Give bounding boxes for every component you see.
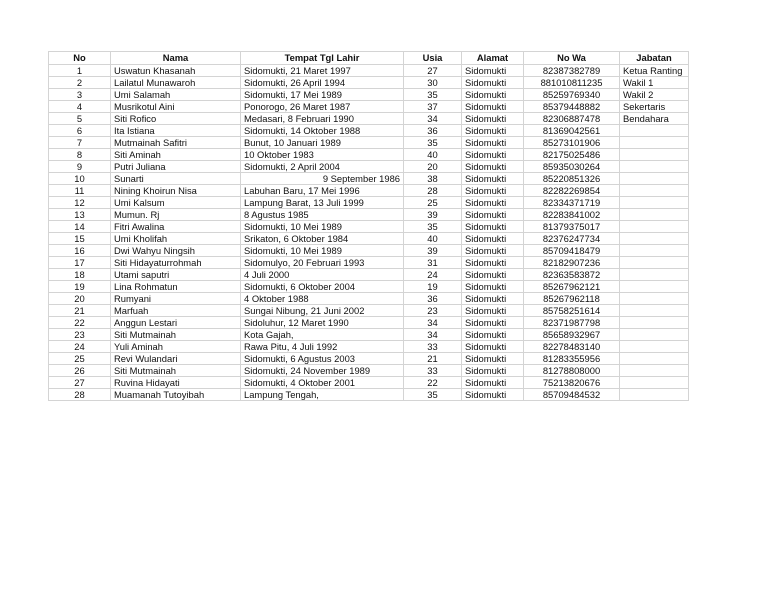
cell-usia: 39 xyxy=(404,209,462,221)
cell-no-wa: 82278483140 xyxy=(524,341,620,353)
cell-no-wa: 85259769340 xyxy=(524,89,620,101)
table-row xyxy=(49,233,689,245)
cell-jabatan xyxy=(620,161,689,173)
cell-jabatan xyxy=(620,377,689,389)
cell-no-wa: 85709484532 xyxy=(524,389,620,401)
member-sheet xyxy=(48,51,689,401)
cell-no-wa: 81379375017 xyxy=(524,221,620,233)
cell-usia: 35 xyxy=(404,221,462,233)
cell-nama: Rumyani xyxy=(111,293,241,305)
header-usia: Usia xyxy=(404,52,462,65)
cell-tempat-tgl-lahir: Medasari, 8 Februari 1990 xyxy=(241,113,404,125)
cell-jabatan xyxy=(620,257,689,269)
cell-no-wa: 85709418479 xyxy=(524,245,620,257)
cell-alamat: Sidomukti xyxy=(462,305,524,317)
cell-nama: Lailatul Munawaroh xyxy=(111,77,241,89)
table-row xyxy=(49,113,689,125)
cell-tempat-tgl-lahir: Sidomulyo, 20 Februari 1993 xyxy=(241,257,404,269)
cell-no-wa: 82283841002 xyxy=(524,209,620,221)
cell-tempat-tgl-lahir: Sidomukti, 6 Oktober 2004 xyxy=(241,281,404,293)
cell-nama: Ruvina Hidayati xyxy=(111,377,241,389)
cell-no: 11 xyxy=(49,185,111,197)
cell-nama: Yuli Aminah xyxy=(111,341,241,353)
cell-usia: 36 xyxy=(404,293,462,305)
cell-no: 14 xyxy=(49,221,111,233)
cell-jabatan xyxy=(620,209,689,221)
cell-nama: Uswatun Khasanah xyxy=(111,65,241,77)
cell-jabatan xyxy=(620,329,689,341)
cell-usia: 34 xyxy=(404,317,462,329)
header-row xyxy=(49,52,689,65)
cell-no: 8 xyxy=(49,149,111,161)
table-row xyxy=(49,185,689,197)
cell-alamat: Sidomukti xyxy=(462,341,524,353)
cell-tempat-tgl-lahir: Lampung Barat, 13 Juli 1999 xyxy=(241,197,404,209)
cell-nama: Lina Rohmatun xyxy=(111,281,241,293)
cell-no-wa: 82371987798 xyxy=(524,317,620,329)
cell-tempat-tgl-lahir: Sidomukti, 10 Mei 1989 xyxy=(241,245,404,257)
cell-nama: Revi Wulandari xyxy=(111,353,241,365)
cell-no: 28 xyxy=(49,389,111,401)
table-row xyxy=(49,173,689,185)
header-alamat: Alamat xyxy=(462,52,524,65)
cell-usia: 34 xyxy=(404,329,462,341)
cell-no: 20 xyxy=(49,293,111,305)
cell-nama: Musrikotul Aini xyxy=(111,101,241,113)
table-row xyxy=(49,317,689,329)
table-row xyxy=(49,65,689,77)
cell-usia: 34 xyxy=(404,113,462,125)
cell-nama: Umi Salamah xyxy=(111,89,241,101)
table-row xyxy=(49,89,689,101)
cell-alamat: Sidomukti xyxy=(462,77,524,89)
cell-alamat: Sidomukti xyxy=(462,197,524,209)
cell-usia: 36 xyxy=(404,125,462,137)
cell-alamat: Sidomukti xyxy=(462,173,524,185)
cell-no-wa: 85758251614 xyxy=(524,305,620,317)
table-row xyxy=(49,281,689,293)
cell-tempat-tgl-lahir: Rawa Pitu, 4 Juli 1992 xyxy=(241,341,404,353)
cell-tempat-tgl-lahir: 9 September 1986 xyxy=(241,173,404,185)
cell-nama: Sunarti xyxy=(111,173,241,185)
table-row xyxy=(49,221,689,233)
cell-nama: Ita Istiana xyxy=(111,125,241,137)
cell-nama: Fitri Awalina xyxy=(111,221,241,233)
cell-no-wa: 82334371719 xyxy=(524,197,620,209)
cell-alamat: Sidomukti xyxy=(462,209,524,221)
cell-jabatan: Sekertaris xyxy=(620,101,689,113)
header-no-wa: No Wa xyxy=(524,52,620,65)
cell-usia: 37 xyxy=(404,101,462,113)
cell-no-wa: 85267962118 xyxy=(524,293,620,305)
cell-tempat-tgl-lahir: Sidomukti, 17 Mei 1989 xyxy=(241,89,404,101)
cell-usia: 30 xyxy=(404,77,462,89)
table-row xyxy=(49,293,689,305)
header-tempat-tgl-lahir: Tempat Tgl Lahir xyxy=(241,52,404,65)
table-row xyxy=(49,257,689,269)
cell-nama: Siti Mutmainah xyxy=(111,365,241,377)
table-row xyxy=(49,161,689,173)
header-no: No xyxy=(49,52,111,65)
cell-no-wa: 82306887478 xyxy=(524,113,620,125)
table-row xyxy=(49,329,689,341)
cell-no-wa: 82376247734 xyxy=(524,233,620,245)
cell-alamat: Sidomukti xyxy=(462,125,524,137)
cell-no-wa: 75213820676 xyxy=(524,377,620,389)
cell-no-wa: 85267962121 xyxy=(524,281,620,293)
cell-usia: 33 xyxy=(404,365,462,377)
cell-jabatan xyxy=(620,269,689,281)
cell-jabatan: Ketua Ranting xyxy=(620,65,689,77)
cell-alamat: Sidomukti xyxy=(462,329,524,341)
cell-nama: Umi Kholifah xyxy=(111,233,241,245)
cell-alamat: Sidomukti xyxy=(462,281,524,293)
cell-jabatan xyxy=(620,149,689,161)
cell-jabatan xyxy=(620,353,689,365)
cell-no: 16 xyxy=(49,245,111,257)
cell-alamat: Sidomukti xyxy=(462,293,524,305)
cell-alamat: Sidomukti xyxy=(462,113,524,125)
cell-tempat-tgl-lahir: Sidomukti, 2 April 2004 xyxy=(241,161,404,173)
cell-nama: Utami saputri xyxy=(111,269,241,281)
cell-no: 7 xyxy=(49,137,111,149)
cell-tempat-tgl-lahir: Bunut, 10 Januari 1989 xyxy=(241,137,404,149)
cell-tempat-tgl-lahir: Sidomukti, 26 April 1994 xyxy=(241,77,404,89)
table-row xyxy=(49,365,689,377)
cell-alamat: Sidomukti xyxy=(462,221,524,233)
cell-alamat: Sidomukti xyxy=(462,353,524,365)
cell-no: 9 xyxy=(49,161,111,173)
cell-jabatan xyxy=(620,281,689,293)
table-row xyxy=(49,389,689,401)
cell-tempat-tgl-lahir: Sidomukti, 10 Mei 1989 xyxy=(241,221,404,233)
cell-alamat: Sidomukti xyxy=(462,365,524,377)
cell-no-wa: 81278808000 xyxy=(524,365,620,377)
cell-usia: 33 xyxy=(404,341,462,353)
cell-tempat-tgl-lahir: Srikaton, 6 Oktober 1984 xyxy=(241,233,404,245)
cell-usia: 38 xyxy=(404,173,462,185)
cell-jabatan xyxy=(620,245,689,257)
cell-tempat-tgl-lahir: Lampung Tengah, xyxy=(241,389,404,401)
cell-no: 1 xyxy=(49,65,111,77)
cell-jabatan xyxy=(620,197,689,209)
cell-no-wa: 82363583872 xyxy=(524,269,620,281)
cell-usia: 27 xyxy=(404,65,462,77)
cell-usia: 40 xyxy=(404,149,462,161)
cell-alamat: Sidomukti xyxy=(462,233,524,245)
cell-tempat-tgl-lahir: Sidomukti, 14 Oktober 1988 xyxy=(241,125,404,137)
cell-jabatan xyxy=(620,305,689,317)
cell-jabatan xyxy=(620,125,689,137)
table-row xyxy=(49,209,689,221)
cell-usia: 21 xyxy=(404,353,462,365)
member-table xyxy=(48,51,689,401)
table-row xyxy=(49,101,689,113)
cell-no-wa: 85273101906 xyxy=(524,137,620,149)
cell-tempat-tgl-lahir: Sidomukti, 21 Maret 1997 xyxy=(241,65,404,77)
cell-nama: Mumun. Rj xyxy=(111,209,241,221)
table-row xyxy=(49,77,689,89)
cell-tempat-tgl-lahir: 8 Agustus 1985 xyxy=(241,209,404,221)
header-nama: Nama xyxy=(111,52,241,65)
table-row xyxy=(49,149,689,161)
cell-nama: Dwi Wahyu Ningsih xyxy=(111,245,241,257)
cell-no: 26 xyxy=(49,365,111,377)
cell-no: 18 xyxy=(49,269,111,281)
table-row xyxy=(49,197,689,209)
cell-nama: Putri Juliana xyxy=(111,161,241,173)
cell-nama: Siti Mutmainah xyxy=(111,329,241,341)
cell-no: 23 xyxy=(49,329,111,341)
cell-jabatan: Wakil 2 xyxy=(620,89,689,101)
cell-no-wa: 82182907236 xyxy=(524,257,620,269)
header-jabatan: Jabatan xyxy=(620,52,689,65)
cell-nama: Marfuah xyxy=(111,305,241,317)
cell-no-wa: 85220851326 xyxy=(524,173,620,185)
cell-no: 12 xyxy=(49,197,111,209)
cell-no-wa: 82175025486 xyxy=(524,149,620,161)
cell-no-wa: 81283355956 xyxy=(524,353,620,365)
cell-tempat-tgl-lahir: Ponorogo, 26 Maret 1987 xyxy=(241,101,404,113)
cell-no: 4 xyxy=(49,101,111,113)
cell-no-wa: 82282269854 xyxy=(524,185,620,197)
cell-alamat: Sidomukti xyxy=(462,257,524,269)
cell-nama: Siti Aminah xyxy=(111,149,241,161)
cell-no-wa: 881010811235 xyxy=(524,77,620,89)
cell-jabatan xyxy=(620,293,689,305)
cell-usia: 19 xyxy=(404,281,462,293)
cell-jabatan xyxy=(620,341,689,353)
cell-tempat-tgl-lahir: Sidoluhur, 12 Maret 1990 xyxy=(241,317,404,329)
table-row xyxy=(49,137,689,149)
cell-nama: Siti Rofico xyxy=(111,113,241,125)
cell-no: 21 xyxy=(49,305,111,317)
table-row xyxy=(49,245,689,257)
cell-jabatan xyxy=(620,317,689,329)
cell-jabatan xyxy=(620,221,689,233)
cell-jabatan xyxy=(620,173,689,185)
cell-nama: Siti Hidayaturrohmah xyxy=(111,257,241,269)
cell-nama: Mutmainah Safitri xyxy=(111,137,241,149)
cell-alamat: Sidomukti xyxy=(462,137,524,149)
cell-no: 17 xyxy=(49,257,111,269)
cell-tempat-tgl-lahir: Sungai Nibung, 21 Juni 2002 xyxy=(241,305,404,317)
cell-alamat: Sidomukti xyxy=(462,161,524,173)
cell-jabatan: Wakil 1 xyxy=(620,77,689,89)
cell-jabatan xyxy=(620,365,689,377)
cell-jabatan: Bendahara xyxy=(620,113,689,125)
cell-tempat-tgl-lahir: Labuhan Baru, 17 Mei 1996 xyxy=(241,185,404,197)
cell-alamat: Sidomukti xyxy=(462,377,524,389)
cell-usia: 40 xyxy=(404,233,462,245)
table-row xyxy=(49,353,689,365)
cell-usia: 23 xyxy=(404,305,462,317)
cell-tempat-tgl-lahir: 10 Oktober 1983 xyxy=(241,149,404,161)
cell-no: 27 xyxy=(49,377,111,389)
cell-jabatan xyxy=(620,233,689,245)
cell-nama: Anggun Lestari xyxy=(111,317,241,329)
cell-no: 6 xyxy=(49,125,111,137)
cell-jabatan xyxy=(620,389,689,401)
cell-alamat: Sidomukti xyxy=(462,149,524,161)
cell-no: 13 xyxy=(49,209,111,221)
cell-usia: 20 xyxy=(404,161,462,173)
table-row xyxy=(49,305,689,317)
cell-nama: Muamanah Tutoyibah xyxy=(111,389,241,401)
cell-tempat-tgl-lahir: Sidomukti, 4 Oktober 2001 xyxy=(241,377,404,389)
cell-usia: 28 xyxy=(404,185,462,197)
cell-tempat-tgl-lahir: 4 Juli 2000 xyxy=(241,269,404,281)
cell-alamat: Sidomukti xyxy=(462,245,524,257)
cell-tempat-tgl-lahir: 4 Oktober 1988 xyxy=(241,293,404,305)
cell-tempat-tgl-lahir: Kota Gajah, xyxy=(241,329,404,341)
cell-nama: Umi Kalsum xyxy=(111,197,241,209)
cell-usia: 31 xyxy=(404,257,462,269)
cell-nama: Nining Khoirun Nisa xyxy=(111,185,241,197)
cell-no: 22 xyxy=(49,317,111,329)
cell-tempat-tgl-lahir: Sidomukti, 24 November 1989 xyxy=(241,365,404,377)
cell-no: 25 xyxy=(49,353,111,365)
table-body xyxy=(49,65,689,401)
cell-no-wa: 85658932967 xyxy=(524,329,620,341)
cell-alamat: Sidomukti xyxy=(462,269,524,281)
cell-no-wa: 85935030264 xyxy=(524,161,620,173)
cell-no-wa: 82387382789 xyxy=(524,65,620,77)
cell-alamat: Sidomukti xyxy=(462,185,524,197)
cell-usia: 24 xyxy=(404,269,462,281)
cell-usia: 35 xyxy=(404,389,462,401)
table-row xyxy=(49,377,689,389)
cell-jabatan xyxy=(620,137,689,149)
cell-jabatan xyxy=(620,185,689,197)
table-row xyxy=(49,269,689,281)
cell-usia: 39 xyxy=(404,245,462,257)
cell-alamat: Sidomukti xyxy=(462,65,524,77)
cell-alamat: Sidomukti xyxy=(462,89,524,101)
cell-no: 5 xyxy=(49,113,111,125)
cell-usia: 35 xyxy=(404,137,462,149)
table-row xyxy=(49,125,689,137)
cell-no-wa: 85379448882 xyxy=(524,101,620,113)
cell-no-wa: 81369042561 xyxy=(524,125,620,137)
cell-no: 19 xyxy=(49,281,111,293)
cell-no: 3 xyxy=(49,89,111,101)
cell-no: 10 xyxy=(49,173,111,185)
cell-no: 24 xyxy=(49,341,111,353)
cell-alamat: Sidomukti xyxy=(462,389,524,401)
cell-tempat-tgl-lahir: Sidomukti, 6 Agustus 2003 xyxy=(241,353,404,365)
cell-usia: 25 xyxy=(404,197,462,209)
cell-alamat: Sidomukti xyxy=(462,317,524,329)
cell-no: 2 xyxy=(49,77,111,89)
table-row xyxy=(49,341,689,353)
cell-usia: 35 xyxy=(404,89,462,101)
cell-alamat: Sidomukti xyxy=(462,101,524,113)
cell-usia: 22 xyxy=(404,377,462,389)
cell-no: 15 xyxy=(49,233,111,245)
